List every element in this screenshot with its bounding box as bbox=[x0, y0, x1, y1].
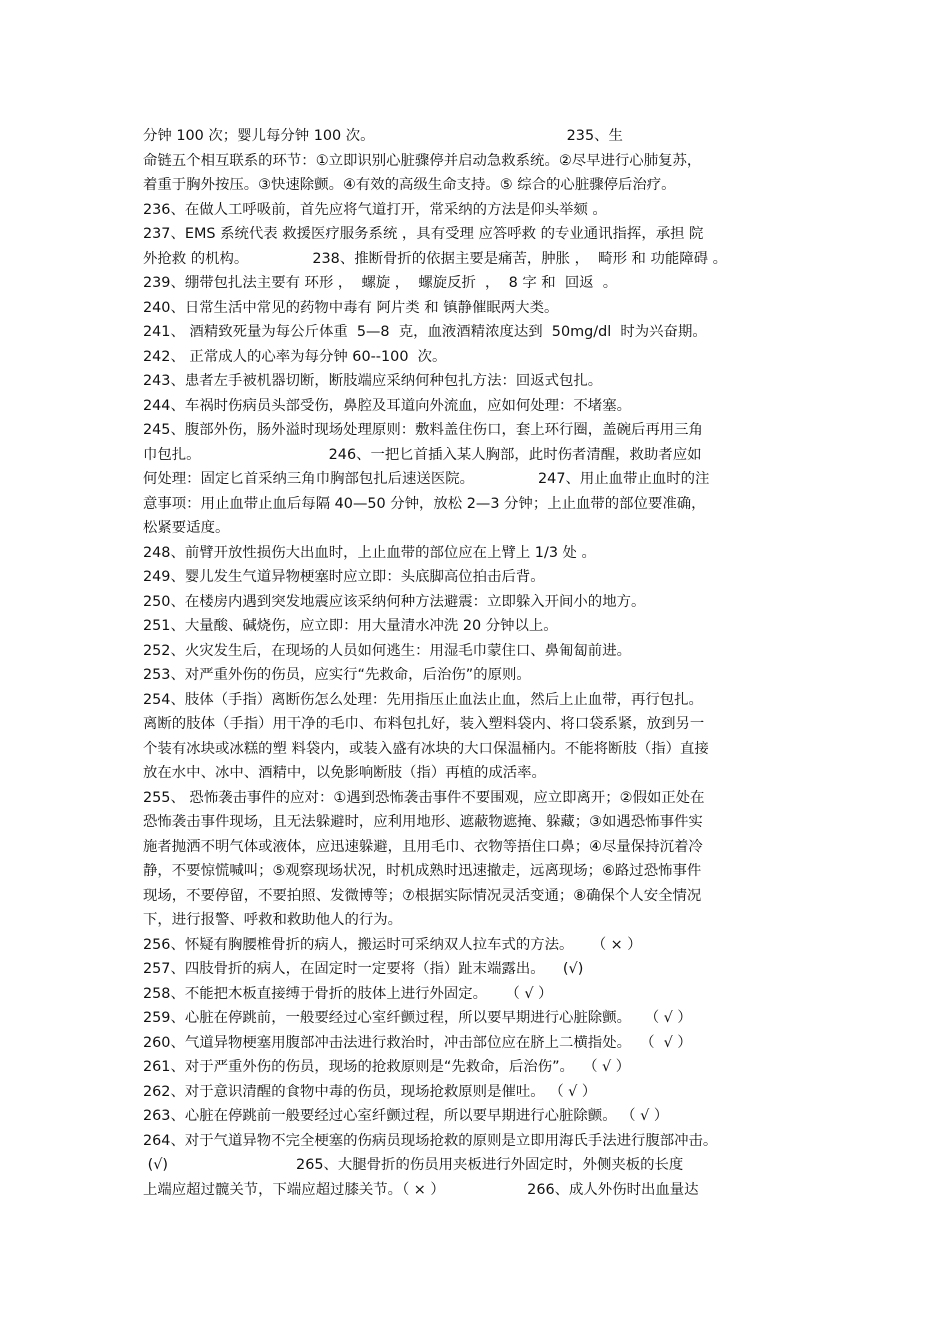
text-line: 237、EMS 系统代表 救援医疗服务系统 ，具有受理 应答呼救 的专业通讯指挥，承担 院 bbox=[143, 226, 704, 242]
text-line: 259、心脏在停跳前，一般要经过心室纤颤过程，所以要早期进行心脏除颤。 （ √ ） bbox=[143, 1010, 692, 1026]
text-line: 242、 正常成人的心率为每分钟 60--100 次。 bbox=[143, 348, 447, 365]
text-line: 命链五个相互联系的环节：①立即识别心脏骤停并启动急救系统。②尽早进行心肺复苏， bbox=[143, 152, 702, 169]
text-line: 松紧要适度。 bbox=[143, 520, 230, 536]
document-page bbox=[143, 124, 807, 1202]
text-line: 260、气道异物梗塞用腹部冲击法进行救治时，冲击部位应在脐上二横指处。 （ √ ） bbox=[143, 1034, 692, 1051]
text-line: 252、火灾发生后，在现场的人员如何逃生：用湿毛巾蒙住口、鼻匍匐前进。 bbox=[143, 642, 631, 659]
text-line: 恐怖袭击事件现场，且无法躲避时，应利用地形、遮蔽物遮掩、躲藏；③如遇恐怖事件实 bbox=[143, 814, 703, 830]
text-line: 239、绷带包扎法主要有 环形 ， 螺旋 ， 螺旋反折 ， 8 字 和 回返 。 bbox=[143, 275, 618, 291]
text-line: 249、婴儿发生气道异物梗塞时应立即：头底脚高位拍击后背。 bbox=[143, 569, 545, 585]
text-line: 255、 恐怖袭击事件的应对：①遇到恐怖袭击事件不要围观，应立即离开；②假如正处在 bbox=[143, 789, 705, 806]
text-line: (√) 265、大腿骨折的伤员用夹板进行外固定时，外侧夹板的长度 bbox=[143, 1157, 684, 1173]
text-line: 巾包扎。 246、一把匕首插入某人胸部，此时伤者清醒，救助者应如 bbox=[143, 446, 702, 463]
text-line: 分钟 100 次；婴儿每分钟 100 次。 235、生 bbox=[143, 128, 623, 144]
text-line: 256、怀疑有胸腰椎骨折的病人，搬运时可采纳双人拉车式的方法。 （ × ） bbox=[143, 936, 642, 953]
text-line: 意事项：用止血带止血后每隔 40—50 分钟，放松 2—3 分钟；上止血带的部位要准确， bbox=[143, 495, 706, 512]
text-line: 262、对于意识清醒的食物中毒的伤员，现场抢救原则是催吐。 （ √ ） bbox=[143, 1083, 597, 1100]
text-line: 241、 酒精致死量为每公斤体重 5—8 克，血液酒精浓度达到 50mg/dl 时为兴奋期。 bbox=[143, 324, 707, 340]
text-line: 个装有冰块或冰糕的塑 料袋内，或装入盛有冰块的大口保温桶内。不能将断肢（指）直接 bbox=[143, 740, 709, 757]
text-line: 236、在做人工呼吸前，首先应将气道打开，常采纳的方法是仰头举颏 。 bbox=[143, 201, 607, 218]
text-line: 何处理：固定匕首采纳三角巾胸部包扎后速送医院。 247、用止血带止血时的注 bbox=[143, 471, 710, 487]
text-line: 着重于胸外按压。③快速除颤。④有效的高级生命支持。⑤ 综合的心脏骤停后治疗。 bbox=[143, 177, 676, 193]
text-line: 251、大量酸、碱烧伤，应立即：用大量清水冲洗 20 分钟以上。 bbox=[143, 618, 558, 634]
text-line: 258、不能把木板直接缚于骨折的肢体上进行外固定。 （ √ ） bbox=[143, 985, 553, 1002]
text-line: 264、对于气道异物不完全梗塞的伤病员现场抢救的原则是立即用海氏手法进行腹部冲击。 bbox=[143, 1132, 718, 1149]
text-line: 261、对于严重外伤的伤员，现场的抢救原则是“先救命，后治伤”。 （ √ ） bbox=[143, 1059, 631, 1075]
text-line: 253、对严重外伤的伤员，应实行“先救命，后治伤”的原则。 bbox=[143, 667, 531, 683]
text-line: 静，不要惊慌喊叫；⑤观察现场状况，时机成熟时迅速撤走，远离现场；⑥路过恐怖事件 bbox=[143, 863, 702, 879]
text-line: 250、在楼房内遇到突发地震应该采纳何种方法避震：立即躲入开间小的地方。 bbox=[143, 593, 646, 610]
text-line: 243、患者左手被机器切断，断肢端应采纳何种包扎方法：回返式包扎。 bbox=[143, 373, 603, 389]
text-line: 外抢救 的机构。 238、推断骨折的依据主要是痛苦，肿胀 ， 畸形 和 功能障碍 。 bbox=[143, 250, 728, 267]
text-line: 240、日常生活中常见的药物中毒有 阿片类 和 镇静催眠两大类。 bbox=[143, 299, 559, 316]
text-line: 现场，不要停留，不要拍照、发微博等；⑦根据实际情况灵活变通；⑧确保个人安全情况 bbox=[143, 887, 702, 904]
text-line: 257、四肢骨折的病人，在固定时一定要将（指）趾末端露出。 (√) bbox=[143, 961, 584, 977]
text-line: 下，进行报警、呼救和救助他人的行为。 bbox=[143, 912, 403, 928]
text-line: 263、心脏在停跳前一般要经过心室纤颤过程，所以要早期进行心脏除颤。 （ √ ） bbox=[143, 1108, 669, 1124]
text-line: 上端应超过髋关节，下端应超过膝关节。（ × ） 266、成人外伤时出血量达 bbox=[143, 1181, 699, 1198]
text-line: 放在水中、冰中、酒精中，以免影响断肢（指）再植的成活率。 bbox=[143, 765, 546, 781]
text-line: 248、前臂开放性损伤大出血时，上止血带的部位应在上臂上 1/3 处 。 bbox=[143, 544, 596, 561]
text-line: 245、腹部外伤，肠外溢时现场处理原则：敷料盖住伤口，套上环行圈，盖碗后再用三角 bbox=[143, 422, 703, 438]
text-line: 244、车祸时伤病员头部受伤，鼻腔及耳道向外流血，应如何处理：不堵塞。 bbox=[143, 397, 631, 414]
text-line: 施者抛洒不明气体或液体，应迅速躲避，且用毛巾、衣物等捂住口鼻；④尽量保持沉着冷 bbox=[143, 838, 703, 855]
text-line: 254、肢体（手指）离断伤怎么处理：先用指压止血法止血，然后上止血带，再行包扎。 bbox=[143, 691, 703, 708]
text-line: 离断的肢体（手指）用干净的毛巾、布料包扎好，装入塑料袋内、将口袋系紧，放到另一 bbox=[143, 716, 705, 732]
